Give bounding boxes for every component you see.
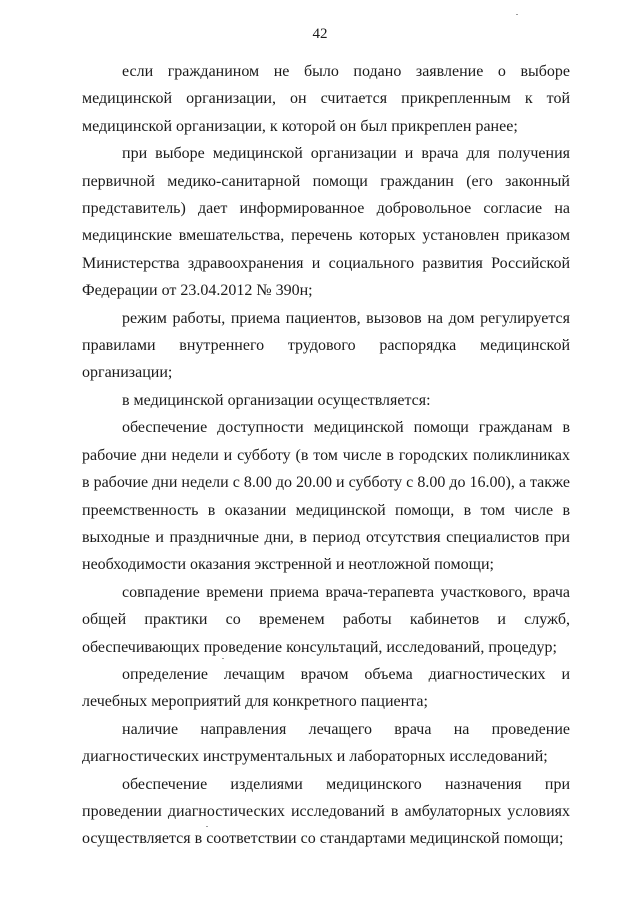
paragraph-informed-consent: при выборе медицинской организации и врача для получения первичной медико-санитарной помощи гражданин (его законный представитель) дает информированное добровольное согласие на медицинские вмешательства, перечень которых установлен приказом Министерства здравоохранения и социального развития Российской Федерации от 23.04.2012 № 390н; bbox=[82, 145, 570, 300]
paragraph-organization-provides: в медицинской организации осуществляется: bbox=[122, 391, 431, 409]
scan-speck bbox=[516, 14, 518, 15]
paragraph-schedule-coincidence: совпадение времени приема врача-терапевта участкового, врача общей практики со временем работы кабинетов и служб, обеспечивающих проведение консультаций, исследований, процедур; bbox=[82, 583, 570, 656]
paragraph-work-schedule: режим работы, приема пациентов, вызовов на дом регулируется правилами внутреннего трудового распорядка медицинской организации; bbox=[82, 309, 570, 382]
paragraph-registration-default: если гражданином не было подано заявление о выборе медицинской организации, он считается прикрепленным к той медицинской организации, к которой он был прикреплен ранее; bbox=[82, 63, 570, 135]
scan-speck bbox=[222, 658, 224, 659]
scan-speck bbox=[206, 826, 208, 827]
document-body bbox=[82, 58, 570, 853]
paragraph-accessibility: обеспечение доступности медицинской помощи гражданам в рабочие дни недели и субботу (в том числе в городских поликлиниках в рабочие дни недели с 8.00 до 20.00 и субботу с 8.00 до 16.00), а также преемственность в оказании медицинской помощи, в том числе в выходные и праздничные дни, в период отсутствия специалистов при необходимости оказания экстренной и неотложной помощи; bbox=[82, 419, 570, 574]
paragraph-referral: наличие направления лечащего врача на проведение диагностических инструментальных и лабораторных исследований; bbox=[82, 720, 570, 766]
paragraph-treatment-scope: определение лечащим врачом объема диагностических и лечебных мероприятий для конкретного пациента; bbox=[82, 665, 570, 711]
paragraph-medical-supplies: обеспечение изделиями медицинского назначения при проведении диагностических исследований в амбулаторных условиях осуществляется в соответствии со стандартами медицинской помощи; bbox=[82, 775, 570, 848]
page-number: 42 bbox=[312, 26, 328, 42]
